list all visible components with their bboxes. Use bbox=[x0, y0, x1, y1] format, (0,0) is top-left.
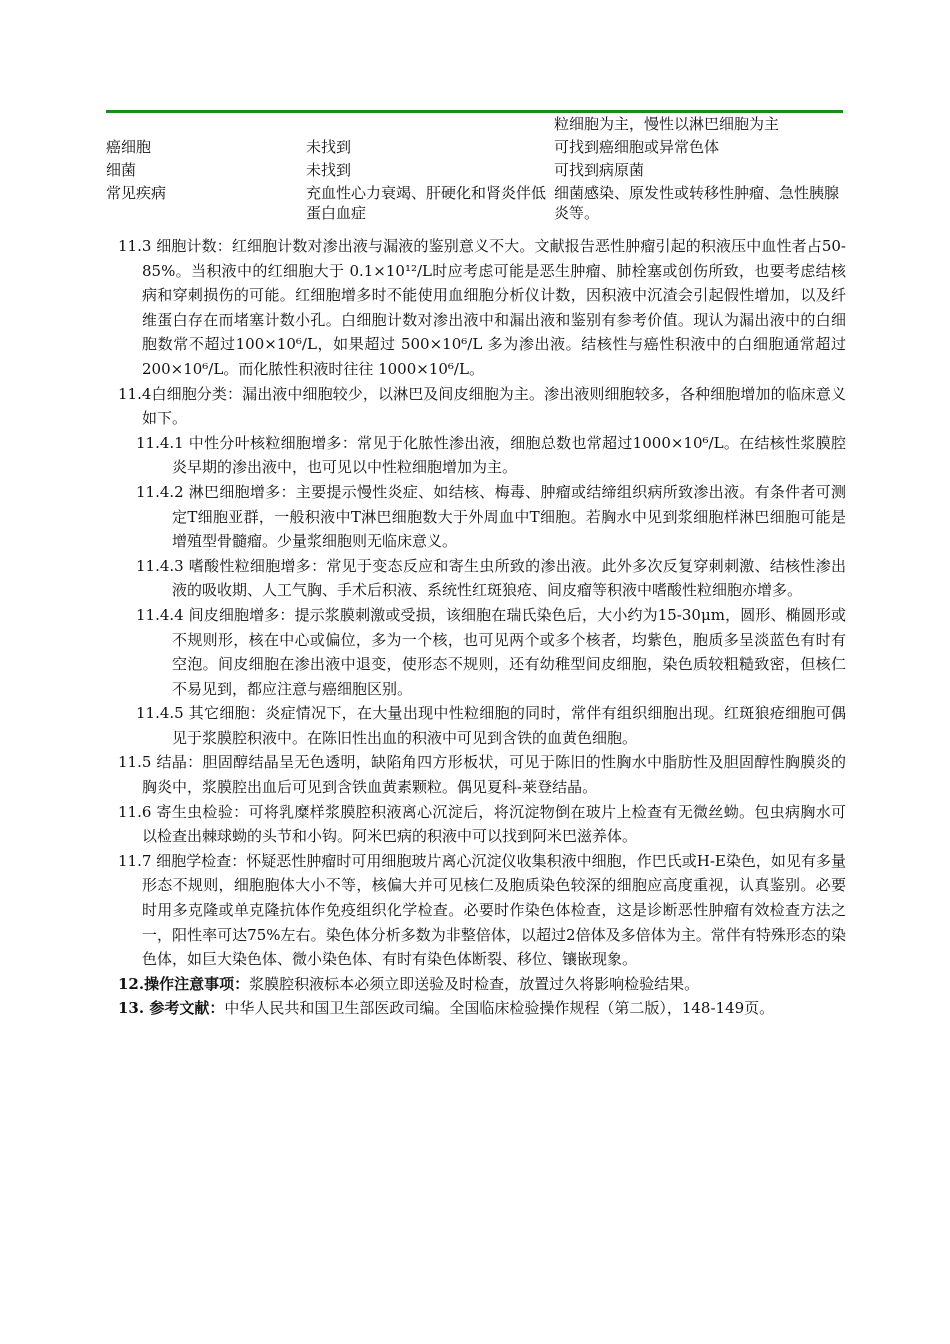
table-row bbox=[106, 136, 843, 159]
paragraph bbox=[106, 480, 846, 554]
paragraph-text: 11.4.3 嗜酸性粒细胞增多：常见于变态反应和寄生虫所致的渗出液。此外多次反复穿刺刺激、结核性渗出液的吸收期、人工气胸、手术后积液、系统性红斑狼疮、间皮瘤等积液中嗜酸性粒细胞亦增多。 bbox=[136, 556, 846, 600]
paragraph bbox=[106, 603, 846, 701]
table-cell: 可找到病原菌 bbox=[554, 161, 645, 179]
paragraph bbox=[106, 972, 846, 997]
paragraph-text: 11.5 结晶：胆固醇结晶呈无色透明，缺陷角四方形板状，可见于陈旧的性胸水中脂肪性及胆固醇性胸膜炎的胸炎中，浆膜腔出血后可见到含铁血黄素颗粒。偶见夏科-莱登结晶。 bbox=[118, 753, 846, 797]
table-cell bbox=[106, 113, 306, 136]
body-text bbox=[106, 234, 846, 1021]
paragraph bbox=[106, 750, 846, 799]
paragraph bbox=[106, 431, 846, 480]
table-row bbox=[106, 159, 843, 182]
table-cell: 粒细胞为主，慢性以淋巴细胞为主 bbox=[554, 115, 780, 133]
table-cell: 癌细胞 bbox=[106, 138, 152, 156]
table-cell: 未找到 bbox=[306, 161, 352, 179]
table-row bbox=[106, 113, 843, 136]
paragraph-text: 11.4.2 淋巴细胞增多：主要提示慢性炎症、如结核、梅毒、肿瘤或结缔组织病所致渗出液。有条件者可测定T细胞亚群，一般积液中T淋巴细胞数大于外周血中T细胞。若胸水中见到浆细胞样淋巴细胞可能是增殖型骨髓瘤。少量浆细胞则无临床意义。 bbox=[136, 482, 846, 551]
paragraph-text: 11.4.5 其它细胞：炎症情况下，在大量出现中性粒细胞的同时，常伴有组织细胞出现。红斑狼疮细胞可偶见于浆膜腔积液中。在陈旧性出血的积液中可见到含铁的血黄色细胞。 bbox=[136, 704, 846, 747]
table-cell: 细菌感染、原发性或转移性肿瘤、急性胰腺炎等。 bbox=[554, 184, 840, 222]
table-cell: 可找到癌细胞或异常色体 bbox=[554, 138, 720, 156]
table-cell: 细菌 bbox=[106, 161, 137, 179]
paragraph-text: 11.7 细胞学检查：怀疑恶性肿瘤时可用细胞玻片离心沉淀仪收集积液中细胞，作巴氏或H-E染色，如见有多量形态不规则，细胞胞体大小不等，核偏大并可见核仁及胞质染色较深的细胞应高度重视，认真鉴别。必要时用多克隆或单克隆抗体作免疫组织化学检查。必要时作染色体检查，这是诊断恶性肿瘤有效检查方法之一，阳性率可达75%左右。染色体分析多数为非整倍体，以超过2倍体及多倍体为主。常伴有特殊形态的染色体，如巨大染色体、微小染色体、有时有染色体断裂、移位、镶嵌现象。 bbox=[118, 851, 846, 969]
paragraph-text: 11.4白细胞分类：漏出液中细胞较少，以淋巴及间皮细胞为主。渗出液则细胞较多，各种细胞增加的临床意义如下。 bbox=[118, 384, 846, 428]
table-cell: 充血性心力衰竭、肝硬化和肾炎伴低蛋白血症 bbox=[306, 184, 547, 222]
paragraph bbox=[106, 554, 846, 603]
paragraph bbox=[106, 234, 846, 382]
paragraph-text: 浆膜腔积液标本必须立即送验及时检查，放置过久将影响检验结果。 bbox=[249, 974, 700, 993]
paragraph-text: 11.6 寄生虫检验：可将乳糜样浆膜腔积液离心沉淀后，将沉淀物倒在玻片上检查有无微丝蚴。包虫病胸水可以检查出棘球蚴的头节和小钩。阿米巴病的积液中可以找到阿米巴滋养体。 bbox=[118, 802, 846, 846]
paragraph-text: 11.4.4 间皮细胞增多：提示浆膜刺激或受损，该细胞在瑞氏染色后，大小约为15-30μm，圆形、椭圆形或不规则形，核在中心或偏位，多为一个核，也可见两个或多个核者，均紫色，胞质多呈淡蓝色有时有空泡。间皮细胞在渗出液中退变，使形态不规则，还有幼稚型间皮细胞，染色质较粗糙致密，但核仁不易见到，都应注意与癌细胞区别。 bbox=[136, 605, 846, 698]
table-row bbox=[106, 182, 843, 225]
table-cell bbox=[306, 113, 554, 136]
paragraph bbox=[106, 800, 846, 849]
paragraph bbox=[106, 382, 846, 431]
paragraph-text: 11.3 细胞计数：红细胞计数对渗出液与漏液的鉴别意义不大。文献报告恶性肿瘤引起的积液压中血性者占50-85%。当积液中的红细胞大于 0.1×10¹²/L时应考虑可能是恶生肿瘤、肺栓塞或创伤所致，也要考虑结核病和穿刺损伤的可能。红细胞增多时不能使用血细胞分析仪计数，因积液中沉渣会引起假性增加，以及纤维蛋白存在而堵塞计数小孔。白细胞计数对渗出液中和漏出液和鉴别有参考价值。现认为漏出液中的白细胞数常不超过100×10⁶/L，如果超过 500×10⁶/L 多为渗出液。结核性与癌性积液中的白细胞通常超过200×10⁶/L。而化脓性积液时往往 1000×10⁶/L。 bbox=[118, 237, 846, 378]
comparison-table-grid bbox=[106, 113, 843, 225]
paragraph-text: 11.4.1 中性分叶核粒细胞增多：常见于化脓性渗出液，细胞总数也常超过1000×10⁶/L。在结核性浆膜腔炎早期的渗出液中，也可见以中性粒细胞增加为主。 bbox=[136, 433, 846, 477]
paragraph bbox=[106, 849, 846, 972]
paragraph-text: 中华人民共和国卫生部医政司编。全国临床检验操作规程（第二版），148-149页。 bbox=[224, 999, 775, 1018]
paragraph bbox=[106, 701, 846, 750]
paragraph bbox=[106, 996, 846, 1021]
comparison-table bbox=[106, 110, 843, 225]
table-cell: 未找到 bbox=[306, 138, 352, 156]
section-heading: 12.操作注意事项： bbox=[118, 974, 250, 993]
table-cell: 常见疾病 bbox=[106, 184, 167, 202]
section-heading: 13. 参考文献： bbox=[118, 999, 225, 1018]
